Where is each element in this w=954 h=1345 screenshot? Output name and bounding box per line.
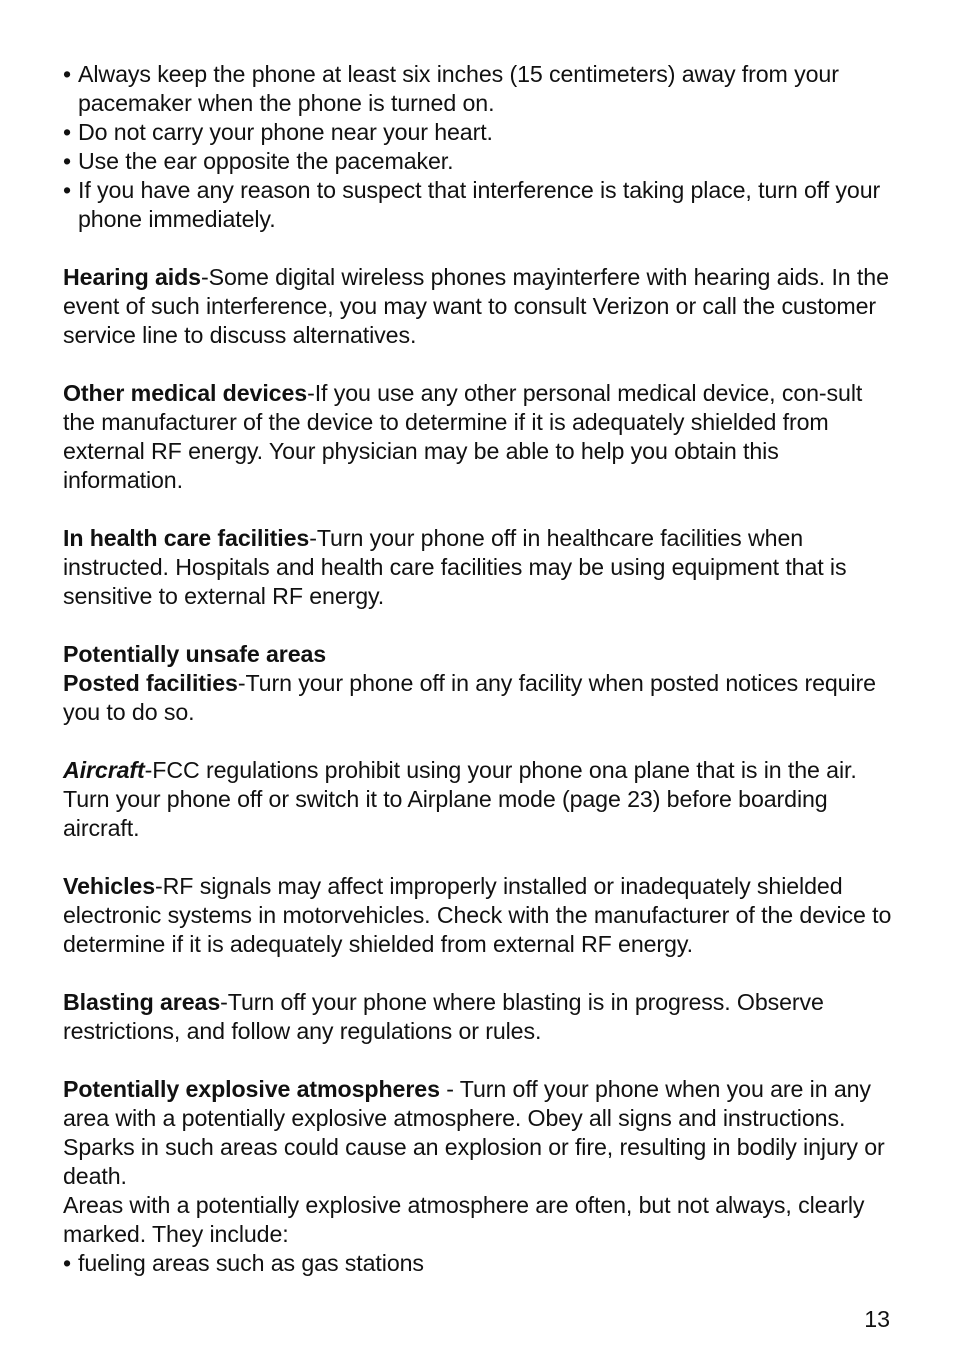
section-heading: Potentially unsafe areas xyxy=(63,641,327,667)
other-medical-section xyxy=(63,379,893,495)
paragraph-text: -Turn your phone off in any facility when posted notices require you to do so. xyxy=(63,670,876,725)
paragraph xyxy=(63,379,893,495)
page-content xyxy=(63,60,893,1278)
paragraph-text: - Turn off your phone when you are in any area with a potentially explosive atmosphere. Obey all signs and instructions. Sparks in such areas could cause an explosion or fire, resulting in bodily injury or death. xyxy=(63,1076,885,1189)
paragraph xyxy=(63,669,893,727)
term-health-care-facilities: In health care facilities xyxy=(63,525,310,551)
paragraph-text: -RF signals may affect improperly installed or inadequately shielded electronic systems in motorvehicles. Check with the manufacturer of the device to determine if it is adequately shielded from external RF energy. xyxy=(63,873,892,957)
paragraph xyxy=(63,756,893,843)
paragraph xyxy=(63,1075,893,1191)
term-vehicles: Vehicles xyxy=(63,873,156,899)
term-other-medical-devices: Other medical devices xyxy=(63,380,308,406)
list-item: • If you have any reason to suspect that interference is taking place, turn off your phone immediately. xyxy=(63,176,893,234)
hearing-aids-section xyxy=(63,263,893,350)
paragraph-text: -Some digital wireless phones mayinterfere with hearing aids. In the event of such interference, you may want to consult Verizon or call the customer service line to discuss alternatives. xyxy=(63,264,889,348)
explosive-section xyxy=(63,1075,893,1278)
blasting-section xyxy=(63,988,893,1046)
term-hearing-aids: Hearing aids xyxy=(63,264,201,290)
health-care-section xyxy=(63,524,893,611)
paragraph-followup: Areas with a potentially explosive atmosphere are often, but not always, clearly marked. They include: xyxy=(63,1192,865,1247)
vehicles-section xyxy=(63,872,893,959)
explosive-bullet-list xyxy=(63,1249,893,1278)
list-item: • Always keep the phone at least six inches (15 centimeters) away from your pacemaker when the phone is turned on. xyxy=(63,60,893,118)
unsafe-areas-section xyxy=(63,640,893,727)
term-blasting-areas: Blasting areas xyxy=(63,989,221,1015)
paragraph-text: -Turn your phone off in healthcare facilities when instructed. Hospitals and health care facilities may be using equipment that is sensitive to external RF energy. xyxy=(63,525,847,609)
list-item: • Use the ear opposite the pacemaker. xyxy=(63,147,893,176)
paragraph xyxy=(63,524,893,611)
aircraft-section xyxy=(63,756,893,843)
term-aircraft: Aircraft xyxy=(63,757,145,783)
paragraph-text: -Turn off your phone where blasting is in progress. Observe restrictions, and follow any regulations or rules. xyxy=(63,989,824,1044)
paragraph xyxy=(63,263,893,350)
paragraph xyxy=(63,872,893,959)
list-item: • Do not carry your phone near your heart. xyxy=(63,118,893,147)
paragraph-text: -If you use any other personal medical device, con-sult the manufacturer of the device to determine if it is adequately shielded from external RF energy. Your physician may be able to help you obtain this information. xyxy=(63,380,863,493)
page-number: 13 xyxy=(864,1306,890,1332)
list-item: • fueling areas such as gas stations xyxy=(63,1249,893,1278)
term-explosive-atmospheres: Potentially explosive atmospheres xyxy=(63,1076,440,1102)
paragraph xyxy=(63,988,893,1046)
paragraph-text: -FCC regulations prohibit using your phone ona plane that is in the air. Turn your phone off or switch it to Airplane mode (page 23) before boarding aircraft. xyxy=(63,757,857,841)
pacemaker-bullet-list xyxy=(63,60,893,234)
term-posted-facilities: Posted facilities xyxy=(63,670,238,696)
